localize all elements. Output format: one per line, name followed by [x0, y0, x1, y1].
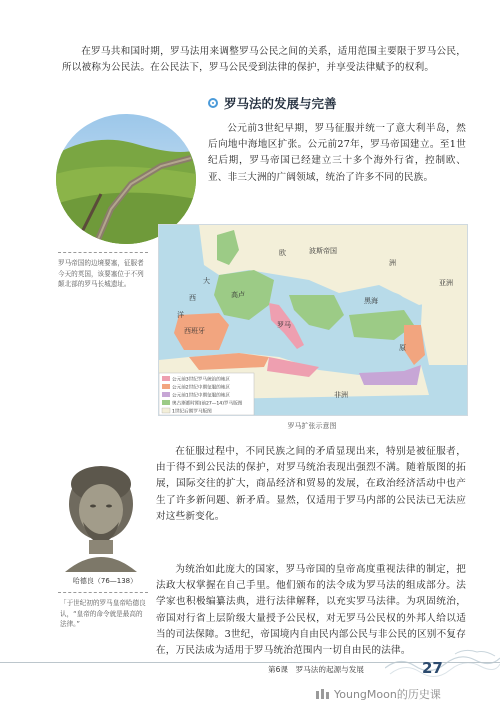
legend-item-5: 1世纪后期罗马版图 [172, 409, 212, 415]
legend-item-4: 奥古斯都时期(前27—14)罗马版图 [172, 401, 243, 407]
map-label-black-sea: 黑海 [364, 297, 378, 305]
map-label-yang: 洋 [177, 311, 184, 319]
watermark-text: YoungMoon的历史课 [334, 688, 441, 701]
legend-item-2: 公元前2世纪中期征服的地区 [172, 385, 231, 391]
hadrian-caption: 哈德良（76—138） [72, 577, 138, 585]
page-number: 27 [422, 659, 443, 677]
section-heading-text: 罗马法的发展与完善 [224, 96, 337, 111]
video-logo-icon [316, 689, 330, 699]
legend-swatch-3 [162, 392, 170, 397]
quote-divider [58, 592, 148, 593]
map-label-xi: 西 [189, 294, 196, 302]
legend-swatch-4 [162, 400, 170, 405]
roman-expansion-map [158, 224, 468, 416]
map-label-ou: 欧 [279, 249, 286, 257]
map-label-persia: 波斯帝国 [309, 247, 337, 255]
conflict-paragraph: 在征服过程中，不同民族之间的矛盾显现出来，特别是被征服者，由于得不到公民法的保护，对罗马统治表现出强烈不满。随着版图的拓展，国际交往的扩大，商品经济和贸易的发展，在政治经济活动中也产生了许多新问题、新矛盾。显然，仅适用于罗马内部的公民法已无法应对这些新变化。 [156, 446, 466, 522]
footer-lesson-title: 第6课 罗马法的起源与发展 [268, 665, 364, 674]
legend-item-3: 公元前1世纪中期征服的地区 [172, 393, 231, 399]
legend-item-1: 公元前3世纪罗马统治的地区 [172, 377, 231, 383]
map-label-zhou: 洲 [389, 259, 396, 267]
section-heading [208, 94, 337, 112]
legislation-paragraph: 为统治如此庞大的国家，罗马帝国的皇帝高度重视法律的制定，把法政大权掌握在自己手里。他们颁布的法令成为罗马法的组成部分。法学家也积极编纂法典，进行法律解释，以充实罗马法律。为巩固统治，帝国对行省上层阶级大量授予公民权，对无罗马公民权的外邦人给以适当的司法保障。3世纪，帝国境内自由民内部公民与非公民的区别不复存在，万民法成为适用于罗马统治范围内一切自由民的法律。 [156, 564, 466, 657]
legend-swatch-1 [162, 376, 170, 381]
intro-paragraph: 在罗马共和国时期，罗马法用来调整罗马公民之间的关系，适用范围主要限于罗马公民，所以被称为公民法。在公民法下，罗马公民受到法律的保护，并享受法律赋予的权利。 [62, 46, 466, 74]
map-label-spain: 西班牙 [184, 327, 205, 335]
map-label-rome: 罗马 [277, 321, 291, 329]
map-label-gaul: 高卢 [231, 291, 245, 299]
wall-photo-caption: 罗马帝国的边境要塞，征服者今天的英国，该要塞位于不列颠北部的罗马长城遗址。 [58, 259, 144, 288]
circle-bullet-icon [208, 98, 218, 108]
legend-swatch-5 [162, 408, 170, 413]
legend-swatch-2 [162, 384, 170, 389]
map-label-yuan: 原 [399, 344, 406, 352]
hadrian-bust-image [55, 462, 147, 572]
map-label-africa: 非洲 [334, 391, 348, 399]
watermark [316, 686, 441, 702]
map-label-asia: 亚洲 [439, 279, 453, 287]
expansion-paragraph: 公元前3世纪早期，罗马征服并统一了意大利半岛，然后向地中海地区扩张。公元前27年，罗马帝国建立。至1世纪后期，罗马帝国已经建立三十多个海外行省，控制欧、亚、非三大洲的广阔领域，统治了许多不同的民族。 [208, 123, 466, 183]
map-label-da: 大 [203, 277, 210, 285]
caption-divider [58, 252, 148, 253]
hadrian-quote: 「于世纪初的罗马皇帝哈德良认，“皇帝的命令就是最高的法律。” [60, 599, 146, 628]
map-caption: 罗马扩张示意图 [287, 422, 337, 430]
